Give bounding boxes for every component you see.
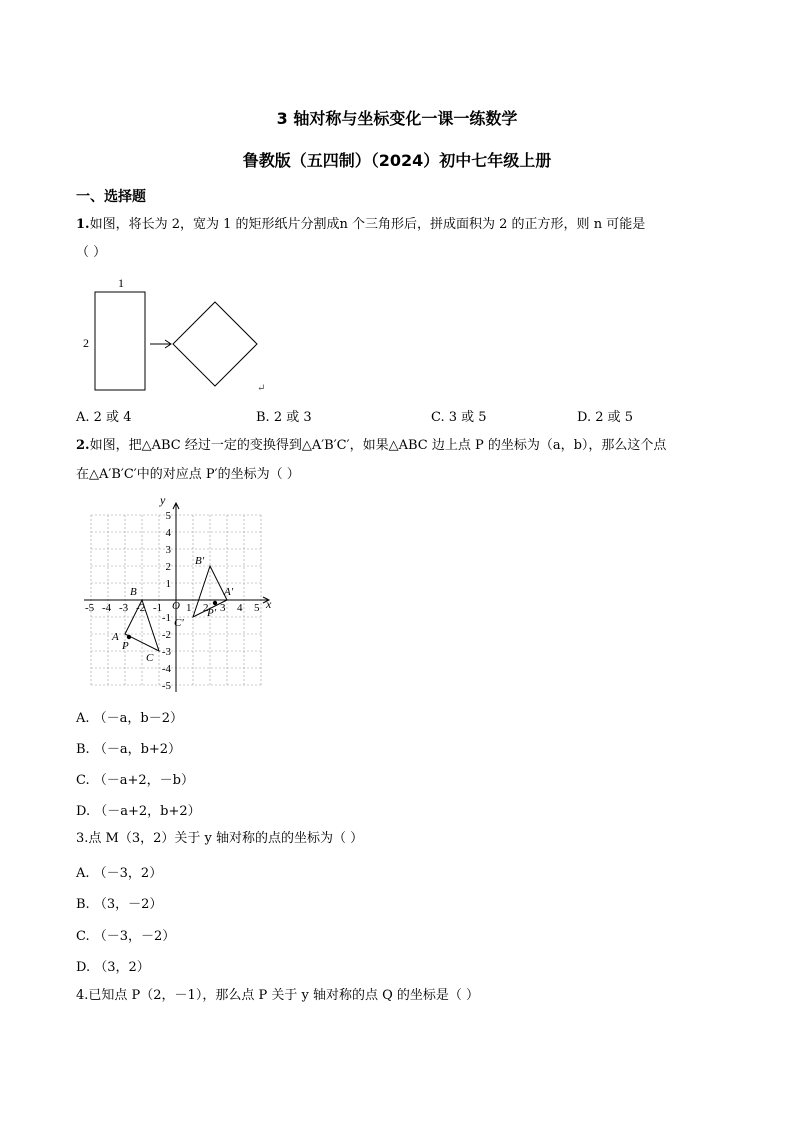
y-tick-label: -2 [161, 629, 171, 641]
question-2-option-b[interactable]: B. （－a，b+2） [76, 742, 182, 757]
document-title: 3 轴对称与坐标变化一课一练数学 [276, 109, 518, 128]
question-1-option-b[interactable]: B. 2 或 3 [256, 410, 312, 425]
x-tick-label: 3 [220, 602, 226, 614]
label-c-prime: C′ [174, 617, 184, 629]
question-3 [76, 829, 363, 849]
question-1-figure [76, 270, 276, 400]
x-axis-label: x [266, 597, 272, 611]
question-4-number: 4. [76, 988, 89, 1003]
x-tick-label: -4 [102, 602, 112, 614]
question-3-option-d[interactable]: D. （3，2） [76, 960, 150, 975]
rectangle-height-label: 2 [83, 336, 89, 350]
label-c: C [146, 652, 154, 664]
section-title: 一、选择题 [76, 189, 146, 205]
question-2-text: 如图，把△ABC 经过一定的变换得到△A′B′C′，如果△ABC 边上点 P 的坐标为（a，b），那么这个点 [89, 438, 667, 453]
point-p-dot [127, 635, 131, 639]
question-2-option-a[interactable]: A. （－a，b－2） [76, 711, 183, 726]
square-shape [173, 302, 257, 386]
x-tick-label: -2 [136, 602, 146, 614]
rectangle-shape [95, 292, 145, 390]
question-3-number: 3. [76, 831, 89, 846]
y-axis-label: y [160, 493, 166, 507]
question-2-option-c[interactable]: C. （－a+2，－b） [76, 773, 194, 788]
y-tick-label: -3 [161, 646, 171, 658]
question-1-option-c[interactable]: C. 3 或 5 [431, 410, 487, 425]
question-2-text-continued: 在△A′B′C′中的对应点 P′的坐标为（ ） [76, 467, 300, 482]
label-a: A [112, 631, 119, 643]
question-4 [76, 986, 479, 1006]
y-tick-label: -4 [161, 663, 171, 675]
x-tick-label: -1 [153, 602, 163, 614]
y-tick-label: 1 [165, 578, 171, 590]
y-tick-label: 2 [165, 561, 171, 573]
question-2 [76, 436, 666, 456]
x-tick-label: -3 [119, 602, 129, 614]
point-p2-dot [213, 601, 217, 605]
y-tick-label: -5 [161, 680, 171, 692]
origin-label: O [172, 600, 180, 612]
question-2-option-d[interactable]: D. （－a+2，b+2） [76, 804, 201, 819]
question-3-option-c[interactable]: C. （－3，－2） [76, 929, 176, 944]
return-mark: ↵ [257, 383, 266, 394]
question-3-text: 点 M（3，2）关于 y 轴对称的点的坐标为（ ） [88, 831, 364, 846]
x-tick-label: -5 [85, 602, 95, 614]
question-1-option-d[interactable]: D. 2 或 5 [577, 410, 634, 425]
y-tick-label: 3 [165, 544, 171, 556]
rectangle-width-label: 1 [118, 276, 124, 290]
coordinate-grid-figure [76, 492, 286, 698]
x-tick-label: 2 [203, 602, 209, 614]
question-1-text: 如图，将长为 2，宽为 1 的矩形纸片分割成n 个三角形后，拼成面积为 2 的正方形，则 n 可能是 [89, 217, 646, 232]
question-3-option-a[interactable]: A. （－3，2） [76, 866, 163, 881]
question-1 [76, 215, 645, 235]
question-4-text: 已知点 P（2，－1），那么点 P 关于 y 轴对称的点 Q 的坐标是（ ） [88, 988, 480, 1003]
y-tick-label: -1 [161, 612, 171, 624]
y-tick-label: 5 [165, 510, 171, 522]
label-b-prime: B′ [195, 555, 205, 567]
question-3-option-b[interactable]: B. （3，－2） [76, 897, 163, 912]
question-1-paren: （ ） [76, 245, 107, 260]
y-tick-labels [162, 510, 172, 692]
label-p-prime: P′ [207, 607, 217, 619]
x-tick-label: 4 [237, 602, 243, 614]
question-1-option-a[interactable]: A. 2 或 4 [76, 410, 132, 425]
question-1-number: 1. [76, 217, 90, 232]
label-p: P [122, 640, 129, 652]
label-a-prime: A′ [224, 586, 234, 598]
document-subtitle: 鲁教版（五四制）（2024）初中七年级上册 [242, 151, 552, 170]
x-tick-label: 5 [254, 602, 260, 614]
question-2-number: 2. [76, 438, 90, 453]
y-tick-label: 4 [165, 527, 171, 539]
label-b: B [130, 586, 137, 598]
x-tick-label: 1 [186, 602, 192, 614]
